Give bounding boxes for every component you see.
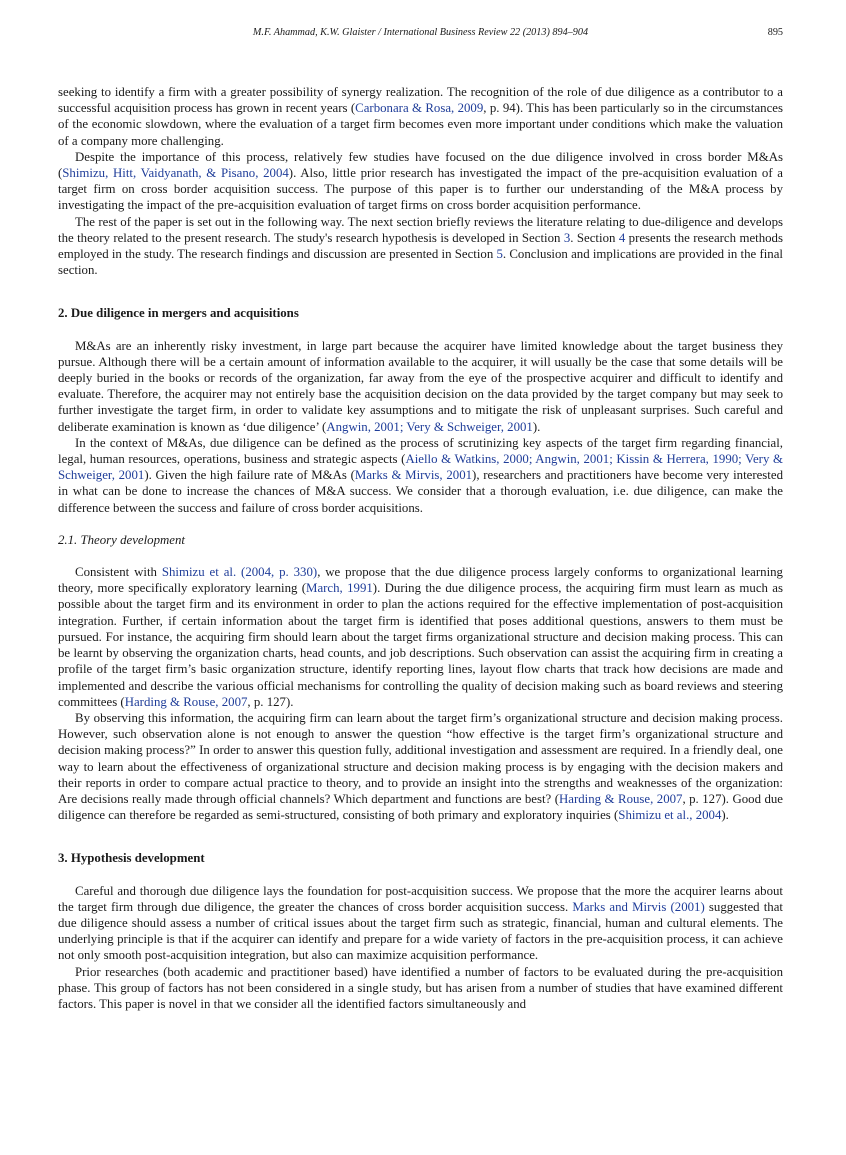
section-2-body xyxy=(58,338,783,516)
section-3-heading: 3. Hypothesis development xyxy=(58,851,205,866)
running-head: M.F. Ahammad, K.W. Glaister / International Business Review 22 (2013) 894–904 xyxy=(252,27,589,38)
subsection-2-1-body xyxy=(58,564,783,823)
subsection-2-1-heading: 2.1. Theory development xyxy=(58,532,185,547)
section-3-body xyxy=(58,883,783,1013)
paragraph: Careful and thorough due diligence lays the foundation for post-acquisition success. We propose that the more the acquirer learns about the target firm through due diligence, the greater the chances of cross border acquisition success. Marks and Mirvis (2001) suggested that due diligence should assess a number of critical issues about the target firm such as strategic, financial, human and cultural elements. The underlying principle is that if the acquirer can identify and prepare for a wide variety of factors in the pre-acquisition process, it can achieve not only smooth post-acquisition integration, but also can maximize acquisition performance. xyxy=(58,883,783,963)
paragraph: Prior researches (both academic and practitioner based) have identified a number of factors to be evaluated during the pre-acquisition phase. This group of factors has not been considered in a single study, but has arisen from a number of studies that have examined different factors. This paper is novel in that we consider all the identified factors simultaneously and xyxy=(58,964,783,1011)
paragraph: Consistent with Shimizu et al. (2004, p. 330), we propose that the due diligence process largely conforms to organizational learning theory, more specifically exploratory learning (March, 1991). During the due diligence process, the acquiring firm must learn as much as possible about the target firm and its environment in order to plan the actions required for the effective implementation of post-acquisition integration. Further, if certain information about the target firm is identified that poses additional questions, answers to them must be pursued. For instance, the acquiring firm should learn about the target firms organizational structure and decision making process. This can be learnt by observing the organization charts, head counts, and job descriptions. Such observation can assist the acquiring firm in creating a profile of the target firm’s basic organization structure, identify reporting lines, layout flow charts that track how decisions are made and implemented and describe the various official mechanisms for controlling the quality of decision making such as board reviews and steering committees (Harding & Rouse, 2007, p. 127). xyxy=(58,565,783,709)
journal-page xyxy=(58,26,783,1012)
paragraph: Despite the importance of this process, relatively few studies have focused on the due diligence involved in cross border M&As (Shimizu, Hitt, Vaidyanath, & Pisano, 2004). Also, little prior research has investigated the impact of the pre-acquisition evaluation of a target firm on cross border acquisition success. The purpose of this paper is to further our understanding of the M&A process by investigating the impact of the pre-acquisition evaluation of target firms on cross border acquisition performance. xyxy=(58,149,783,213)
paragraph: By observing this information, the acquiring firm can learn about the target firm’s organizational structure and decision making process. However, such observation alone is not enough to answer the question “how effective is the target firm’s organizational structure and decision making process?” In order to answer this question fully, additional investigation and assessment are required. In a friendly deal, one way to learn about the effectiveness of organizational structure and decision making process is by engaging with the decision makers and their reports in order to compare actual practice to theory, and to provide an insight into the strengths and weaknesses of the organization: Are decisions really made through official channels? Which department and functions are best? (Harding & Rouse, 2007, p. 127). Good due diligence can therefore be regarded as semi-structured, consisting of both primary and exploratory inquiries (Shimizu et al., 2004). xyxy=(58,710,783,823)
citation-link[interactable]: Marks and Mirvis (2001) xyxy=(572,899,705,914)
citation-link[interactable]: Marks & Mirvis, 2001 xyxy=(354,468,473,483)
intro-continued xyxy=(58,84,783,278)
paragraph: seeking to identify a firm with a greater possibility of synergy realization. The recognition of the role of due diligence as a contributor to a successful acquisition process has grown in recent years (Carbonara & Rosa, 2009, p. 94). This has been particularly so in the circumstances of the economic slowdown, where the evaluation of a target firm becomes even more important under conditions which make the valuation of a company more challenging. xyxy=(58,85,783,148)
paragraph: M&As are an inherently risky investment, in large part because the acquirer have limited knowledge about the target business they pursue. Although there will be a certain amount of information available to the acquirer, it will usually be the case that some details will be deeply buried in the books or records of the organization, far away from the eye of the prospective acquirer and difficult to identify and evaluate. Therefore, the acquirer may not entirely base the acquisition decision on the data provided by the target company but may seek to further investigate the target firm, in order to validate key assumptions and to mitigate the risk of unpleasant surprises. Such careful and deliberate examination is known as ‘due diligence’ (Angwin, 2001; Very & Schweiger, 2001). xyxy=(58,338,783,434)
citation-link[interactable]: Aiello & Watkins, 2000; Angwin, 2001; Kissin & Herrera, 1990; Very & Schweiger, 2001 xyxy=(58,452,783,483)
citation-link[interactable]: Harding & Rouse, 2007 xyxy=(124,694,248,709)
citation-link[interactable]: Harding & Rouse, 2007 xyxy=(559,791,683,806)
paragraph: In the context of M&As, due diligence can be defined as the process of scrutinizing key aspects of the target firm regarding financial, legal, human resources, operations, business and strategic aspects (Aiello & Watkins, 2000; Angwin, 2001; Kissin & Herrera, 1990; Very & Schweiger, 2001). Given the high failure rate of M&As (Marks & Mirvis, 2001), researchers and practitioners have become very interested in what can be done to increase the chances of M&A success. We consider that a thorough evaluation, i.e. due diligence, can make the difference between the success and failure of cross border acquisitions. xyxy=(58,435,784,515)
citation-link[interactable]: 4 xyxy=(618,230,626,245)
citation-link[interactable]: Angwin, 2001; Very & Schweiger, 2001 xyxy=(326,419,533,434)
section-2-heading: 2. Due diligence in mergers and acquisitions xyxy=(58,306,299,321)
citation-link[interactable]: Shimizu et al. (2004, p. 330) xyxy=(161,565,318,580)
citation-link[interactable]: Shimizu et al., 2004 xyxy=(618,808,722,823)
citation-link[interactable]: Shimizu, Hitt, Vaidyanath, & Pisano, 2004 xyxy=(62,166,289,181)
page-number: 895 xyxy=(767,27,783,38)
running-header xyxy=(58,26,783,42)
citation-link[interactable]: 5 xyxy=(496,247,503,262)
citation-link[interactable]: Carbonara & Rosa, 2009 xyxy=(355,101,484,116)
citation-link[interactable]: 3 xyxy=(563,230,571,245)
citation-link[interactable]: March, 1991 xyxy=(306,581,373,596)
paragraph: The rest of the paper is set out in the following way. The next section briefly reviews the literature relating to due-diligence and develops the theory related to the present research. The study's research hypothesis is developed in Section 3. Section 4 presents the research methods employed in the study. The research findings and discussion are presented in Section 5. Conclusion and implications are provided in the final section. xyxy=(58,214,783,278)
